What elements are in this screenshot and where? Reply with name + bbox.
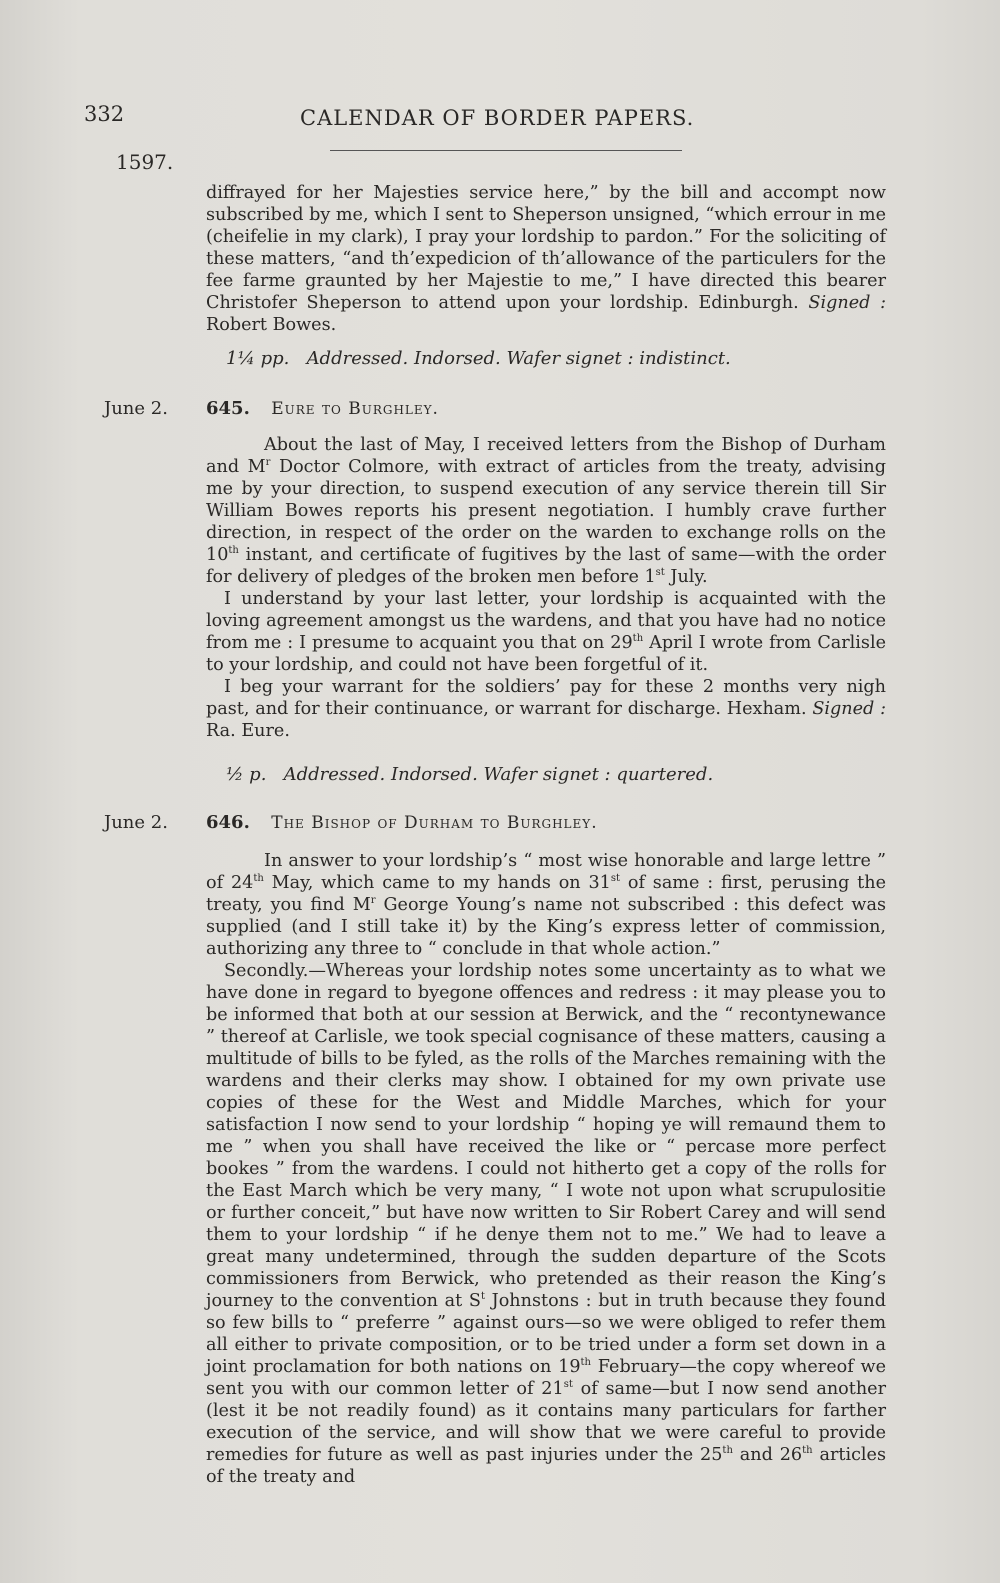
entry-heading (206, 812, 598, 833)
entry-date: June 2. (104, 398, 168, 419)
entry-date: June 2. (104, 812, 168, 833)
entry-number: 645. (206, 398, 250, 419)
entry-number: 646. (206, 812, 250, 833)
paragraph (206, 960, 886, 1488)
text-run: I understand by your last letter, your lordship is acquainted with the loving agreement amongst us the wardens, and that you have had no notice from me : I presume to acquaint you that on 29 (206, 589, 886, 653)
pages-count: ½ p. (226, 764, 267, 785)
running-head-title: CALENDAR OF BORDER PAPERS. (300, 106, 695, 130)
text-run: George Young’s name not subscribed : this defect was supplied (and I still take it) by the King’s express letter of commission, authorizing any three to “ conclude in that whole action.” (206, 895, 886, 959)
paragraph (206, 850, 886, 960)
text-run: articles of the treaty and (206, 1445, 886, 1487)
superscript: th (722, 1445, 733, 1457)
year-marker: 1597. (116, 150, 174, 174)
signed-name: Ra. Eure. (206, 721, 290, 741)
text-run: Secondly.—Whereas your lordship notes some uncertainty as to what we have done in regard to byegone offences and redress : it may please you to be informed that both at our session at Berwick, and the “ recontynewance ” thereof at Carlisle, we took special cognisance of these matters, causing a multitude of bills to be fyled, as the rolls of the Marches remaining with the wardens and their clerks may show. I obtained for my own private use copies of these for the West and Middle Marches, which for your satisfaction I now send to your lordship “ hoping ye will remaund them to me ” when you shall have received the like or “ percase more perfect bookes ” from the wardens. I could not hitherto get a copy of the rolls for the East March which be very many, “ I wote not upon what scrupulositie or further conceit,” but have now written to Sir Robert Carey and will send them to your lordship “ if he denye them not to me.” We had to leave a great many undetermined, through the sudden departure of the Scots commissioners from Berwick, who pretended as their reason the King’s journey to the convention at S (206, 961, 886, 1311)
entry-title: The Bishop of Durham to Burghley. (271, 813, 598, 833)
text-run: and 26 (732, 1445, 803, 1465)
superscript: t (480, 1291, 485, 1303)
paragraph (206, 434, 886, 588)
paragraph (206, 588, 886, 676)
superscript: st (655, 567, 665, 579)
descriptor-text: Addressed. Indorsed. Wafer signet : quartered. (283, 764, 714, 785)
pages-count: 1¼ pp. (226, 348, 290, 369)
entry-body (206, 850, 886, 1488)
superscript: th (228, 545, 239, 557)
paragraph (206, 676, 886, 742)
superscript: r (265, 457, 271, 469)
header-rule (330, 150, 682, 151)
descriptor-text: Addressed. Indorsed. Wafer signet : indistinct. (306, 348, 731, 369)
text-run: July. (664, 567, 708, 587)
document-descriptor (226, 348, 731, 369)
signed-label: Signed : (812, 699, 887, 719)
text-run: Johnstons : but in truth because they found so few bills to “ preferre ” against ours—so we were obliged to refer them all either to private composition, or to be tried under a form set down in a joint proclamation for both nations on 19 (206, 1291, 886, 1377)
superscript: th (580, 1357, 591, 1369)
page-number: 332 (84, 102, 125, 126)
superscript: th (253, 873, 264, 885)
text-run: of same : first, perusing the treaty, you find M (206, 873, 886, 915)
document-descriptor (226, 764, 713, 785)
superscript: th (632, 633, 644, 645)
superscript: th (802, 1445, 813, 1457)
entry-heading (206, 398, 439, 419)
text-run: February—the copy whereof we sent you with our common letter of 21 (206, 1357, 886, 1399)
entry-title: Eure to Burghley. (271, 399, 439, 419)
text-run: In answer to your lordship’s “ most wise honorable and large lettre ” of 24 (206, 851, 886, 893)
continuation-paragraph (206, 182, 886, 336)
text-run: I beg your warrant for the soldiers’ pay for these 2 months very nigh past, and for their continuance, or warrant for discharge. Hexham. (206, 677, 886, 719)
signed-name: Robert Bowes. (206, 315, 337, 335)
text-run: instant, and certificate of fugitives by the last of same—with the order for delivery of pledges of the broken men before 1 (206, 545, 886, 587)
continuation-text: diffrayed for her Majesties service here,” by the bill and accompt now subscribed by me, which I sent to Sheperson unsigned, “which errour in me (cheifelie in my clark), I pray your lordship to pardon.” For the soliciting of these matters, “and th’expedicion of th’allowance of the particulers for the fee farme graunted by her Majestie to me,” I have directed this bearer Christofer Sheperson to attend upon your lordship. Edinburgh. (206, 183, 886, 313)
text-run: of same—but I now send another (lest it be not readily found) as it contains many particulars for farther execution of the service, and will show that we were careful to provide remedies for future as well as past injuries under the 25 (206, 1379, 886, 1465)
entry-body (206, 434, 886, 742)
text-run: April I wrote from Carlisle to your lordship, and could not have been forgetful of it. (206, 633, 886, 675)
superscript: r (370, 895, 376, 907)
text-run: About the last of May, I received letters from the Bishop of Durham and M (206, 435, 886, 477)
text-run: May, which came to my hands on 31 (263, 873, 611, 893)
signed-label: Signed : (808, 293, 887, 313)
superscript: st (610, 873, 621, 885)
superscript: st (563, 1379, 573, 1391)
text-run: Doctor Colmore, with extract of articles from the treaty, advising me by your direction, to suspend execution of any service therein till Sir William Bowes reports his present negotiation. I humbly crave further direction, in respect of the order on the warden to exchange rolls on the 10 (206, 457, 886, 565)
